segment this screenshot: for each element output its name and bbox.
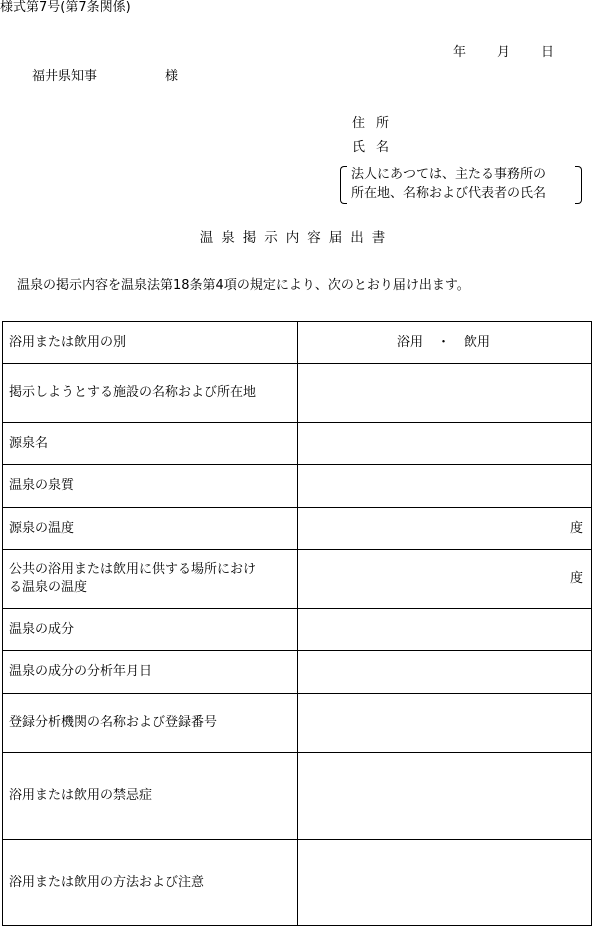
table-row xyxy=(3,694,592,753)
spring-quality-field[interactable] xyxy=(298,465,592,508)
corporate-note-line1: 法人にあつては、主たる事務所の xyxy=(351,167,547,182)
row-label: 温泉の泉質 xyxy=(3,465,298,508)
usage-bathing-option[interactable]: 浴用 xyxy=(396,334,423,350)
temperature-unit: 度 xyxy=(569,571,583,586)
intro-text: 温泉の掲示内容を温泉法第18条第4項の規定により、次のとおり届け出ます。 xyxy=(17,278,470,293)
form-number: 様式第7号(第7条関係) xyxy=(0,0,131,15)
table-row xyxy=(3,508,592,550)
applicant-address-label: 住所 xyxy=(352,116,401,131)
public-use-temperature-field[interactable] xyxy=(298,550,592,609)
row-label: 温泉の成分の分析年月日 xyxy=(3,651,298,694)
spring-source-name-field[interactable] xyxy=(298,423,592,465)
corporate-note xyxy=(340,166,582,204)
row-label: 源泉名 xyxy=(3,423,298,465)
addressee: 福井県知事 xyxy=(32,69,98,84)
facility-name-address-field[interactable] xyxy=(298,364,592,423)
table-row xyxy=(3,651,592,694)
date-day-label: 日 xyxy=(541,45,555,60)
left-bracket xyxy=(340,166,347,204)
row-label-line1: 公共の浴用または飲用に供する場所におけ xyxy=(9,562,257,577)
row-label-line2: る温泉の温度 xyxy=(9,580,88,595)
table-row xyxy=(3,465,592,508)
date-month-label: 月 xyxy=(497,45,511,60)
source-temperature-field[interactable] xyxy=(298,508,592,550)
table-row xyxy=(3,364,592,423)
usage-method-notes-field[interactable] xyxy=(298,840,592,926)
spring-components-field[interactable] xyxy=(298,609,592,651)
row-label: 源泉の温度 xyxy=(3,508,298,550)
table-row xyxy=(3,550,592,609)
option-separator: ・ xyxy=(436,334,450,350)
analysis-date-field[interactable] xyxy=(298,651,592,694)
table-row xyxy=(3,840,592,926)
row-label: 浴用または飲用の方法および注意 xyxy=(3,840,298,926)
corporate-note-line2: 所在地、名称および代表者の氏名 xyxy=(351,186,547,201)
table-row xyxy=(3,609,592,651)
row-label xyxy=(3,550,298,609)
row-label: 浴用または飲用の別 xyxy=(3,322,298,364)
table-row xyxy=(3,753,592,840)
addressee-honorific: 様 xyxy=(165,69,179,84)
applicant-name-label: 氏名 xyxy=(352,140,401,155)
date-year-label: 年 xyxy=(453,45,467,60)
usage-type-field[interactable] xyxy=(298,322,592,364)
row-label: 掲示しようとする施設の名称および所在地 xyxy=(3,364,298,423)
row-label: 浴用または飲用の禁忌症 xyxy=(3,753,298,840)
contraindications-field[interactable] xyxy=(298,753,592,840)
usage-drinking-option[interactable]: 飲用 xyxy=(464,334,491,350)
table-row xyxy=(3,423,592,465)
table-row xyxy=(3,322,592,364)
analysis-institution-field[interactable] xyxy=(298,694,592,753)
row-label: 登録分析機関の名称および登録番号 xyxy=(3,694,298,753)
row-label: 温泉の成分 xyxy=(3,609,298,651)
temperature-unit: 度 xyxy=(569,520,583,536)
document-title: 温泉掲示内容届出書 xyxy=(199,230,394,246)
form-table xyxy=(2,321,592,926)
right-bracket xyxy=(575,166,582,204)
